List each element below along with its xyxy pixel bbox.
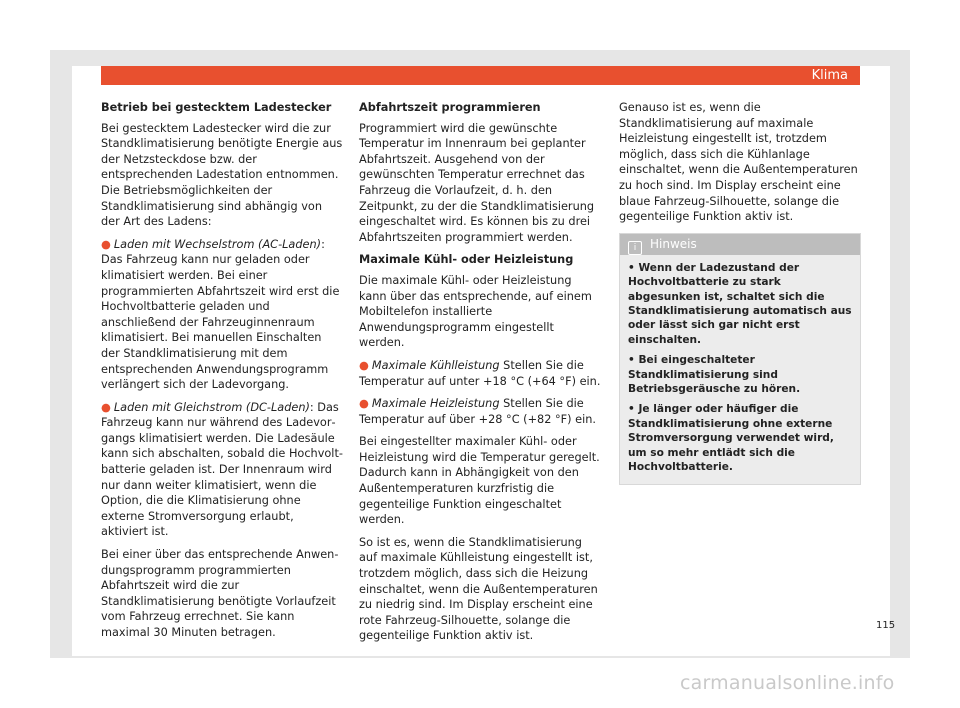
list-term: Laden mit Gleichstrom (DC-Laden) [113, 400, 310, 414]
paragraph: Bei einer über das entsprechende Anwendungsprogramm programmierten Abfahrtszeit wird die zur Standklimatisierung benötigte Vorlaufzeit vom Fahrzeug errechnet. Sie kann maximal 30 Minuten betragen. [101, 548, 339, 639]
list-item [359, 396, 601, 427]
list-term: Maximale Kühlleistung [371, 358, 500, 372]
list-text: : Das Fahrzeug kann nur während des Ladevorgangs klimatisiert werden. Die Ladesäule kann sich abschalten, sobald die Hochvoltbatterie geladen ist. Der Innenraum wird nur dann weiter klimatisiert, wenn die Option, die die Klimatisierung ohne externe Stromversorgung erlaubt, aktiviert ist. [101, 400, 343, 539]
bullet-icon: • [628, 403, 639, 416]
list-term: Laden mit Wechselstrom (AC-Laden) [113, 237, 322, 251]
hinweis-item-text: Je länger oder häufiger die Standklimatisierung ohne externe Stromversorgung verwendet wird, um so mehr entlädt sich die Hochvoltbatterie. [628, 403, 834, 474]
list-term: Maximale Heizleistung [371, 397, 500, 411]
column-1 [101, 100, 343, 648]
paragraph: Die maximale Kühl- oder Heizleistung kann über das entsprechende, auf einem Mobiltelefon installierte Anwendungsprogramm eingestellt werden. [359, 273, 592, 350]
paragraph: So ist es, wenn die Standklimatisierung auf maximale Kühlleistung eingestellt ist, trotzdem möglich, dass sich die Heizung einschaltet, wenn die Außentemperaturen zu niedrig sind. Im Display erscheint eine rote Fahrzeug-Silhouette, solange die gegenteilige Funktion aktiv ist. [359, 535, 598, 643]
list-item [101, 237, 343, 393]
bullet-icon: ● [359, 397, 369, 411]
hinweis-header [620, 234, 860, 255]
paragraph: Bei eingestellter maximaler Kühl- oder Heizleistung wird die Temperatur geregelt. Dadurch kann in Abhängigkeit von den Außentemperaturen kurzfristig die gegenteilige Funktion eingeschaltet werden. [359, 435, 600, 527]
column-2 [359, 100, 601, 651]
page-number: 115 [876, 620, 896, 631]
bullet-icon: ● [101, 400, 111, 414]
column-3 [619, 100, 861, 485]
bullet-icon: ● [359, 358, 369, 372]
list-text: Stellen Sie die Temperatur auf über +28 °C (+82 °F) ein. [359, 397, 596, 426]
bullet-icon: • [628, 354, 639, 367]
hinweis-item [628, 402, 852, 474]
hinweis-item-text: Wenn der Ladezustand der Hochvoltbatterie zu stark abgesunken ist, schaltet sich die Standklimatisierung automatisch aus oder lässt sich gar nicht erst einschalten. [628, 261, 852, 346]
watermark: carmanualsonline.info [680, 672, 895, 694]
bullet-icon: • [628, 261, 639, 274]
list-item [359, 358, 601, 389]
hinweis-title: Hinweis [650, 236, 697, 251]
list-item [101, 400, 343, 540]
bullet-icon: ● [101, 237, 111, 251]
section-heading: Betrieb bei gestecktem Ladestecker [101, 101, 332, 114]
hinweis-box [619, 233, 861, 486]
hinweis-item [628, 261, 852, 347]
hinweis-item-text: Bei eingeschalteter Standklimatisierung sind Betriebsgeräusche zu hören. [628, 354, 801, 395]
list-text: Stellen Sie die Temperatur auf unter +18 °C (+64 °F) ein. [359, 358, 601, 388]
section-heading: Abfahrtszeit programmieren [359, 101, 541, 114]
paragraph: Programmiert wird die gewünschte Temperatur im Innenraum bei geplanter Abfahrtszeit. Ausgehend von der gewünschten Temperatur errechnet das Fahrzeug die Vorlaufzeit, d. h. den Zeitpunkt, zu der die Standklimatisierung eingeschaltet wird. Es können bis zu drei Abfahrtszeiten programmiert werden. [359, 121, 595, 244]
chapter-header-bar [101, 66, 860, 85]
chapter-title: Klima [811, 68, 848, 83]
list-text: : Das Fahrzeug kann nur geladen oder klimatisiert werden. Bei einer programmierten Abfahrtszeit wird erst die Hochvoltbatterie geladen und anschließend der Fahrzeuginnenraum klimatisiert. Bei manuellen Einschalten der Standklimatisierung mit dem entsprechenden Anwendungsprogramm verlängert sich der Ladevorgang. [101, 237, 340, 392]
info-icon: i [628, 241, 642, 255]
hinweis-body [620, 255, 860, 485]
hinweis-item [628, 353, 852, 396]
paragraph: Genauso ist es, wenn die Standklimatisierung auf maximale Heizleistung eingestellt ist, trotzdem möglich, dass sich die Kühlanlage einschaltet, wenn die Außentemperaturen zu hoch sind. Im Display erscheint eine blaue Fahrzeug-Silhouette, solange die gegenteilige Funktion aktiv ist. [619, 101, 858, 224]
section-heading: Maximale Kühl- oder Heizleistung [359, 253, 574, 267]
paragraph: Bei gestecktem Ladestecker wird die zur Standklimatisierung benötigte Energie aus der Netzsteckdose bzw. der entsprechenden Ladestation entnommen. Die Betriebsmöglichkeiten der Standklimatisierung sind abhängig von der Art des Ladens: [101, 121, 343, 229]
